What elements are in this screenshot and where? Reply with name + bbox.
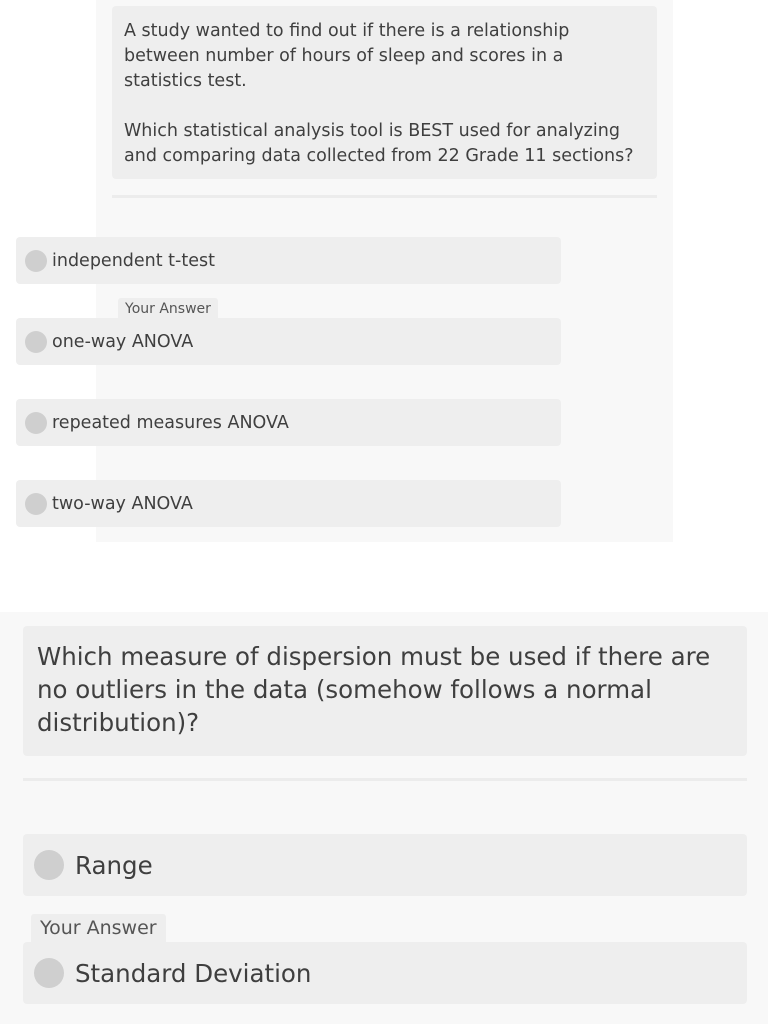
your-answer-badge: Your Answer <box>31 914 166 943</box>
radio-icon[interactable] <box>25 493 47 515</box>
option-label: Range <box>75 850 153 880</box>
option-label: Standard Deviation <box>75 958 312 988</box>
q1-option-repeated-measures-anova[interactable] <box>16 399 561 446</box>
radio-icon[interactable] <box>34 850 64 880</box>
divider <box>112 195 657 198</box>
radio-icon[interactable] <box>34 958 64 988</box>
question-2-prompt <box>23 626 747 756</box>
option-label: two-way ANOVA <box>52 493 193 514</box>
question-1-text-question: Which statistical analysis tool is BEST used for analyzing and comparing data collected from 22 Grade 11 sections? <box>124 121 634 166</box>
option-label: repeated measures ANOVA <box>52 412 289 433</box>
q2-option-standard-deviation[interactable] <box>23 942 747 1004</box>
question-1-text-context: A study wanted to find out if there is a relationship between number of hours of sleep and scores in a statistics test. <box>124 21 570 91</box>
question-2-text: Which measure of dispersion must be used if there are no outliers in the data (somehow follows a normal distribution)? <box>37 642 711 737</box>
radio-icon[interactable] <box>25 412 47 434</box>
q2-option-range[interactable] <box>23 834 747 896</box>
q1-option-one-way-anova[interactable] <box>16 318 561 365</box>
your-answer-badge: Your Answer <box>118 298 218 320</box>
option-label: independent t-test <box>52 250 215 271</box>
radio-icon[interactable] <box>25 250 47 272</box>
divider <box>23 778 747 781</box>
q1-option-independent-t-test[interactable] <box>16 237 561 284</box>
option-label: one-way ANOVA <box>52 331 194 352</box>
radio-icon[interactable] <box>25 331 47 353</box>
question-1-prompt <box>112 6 657 179</box>
q1-option-two-way-anova[interactable] <box>16 480 561 527</box>
